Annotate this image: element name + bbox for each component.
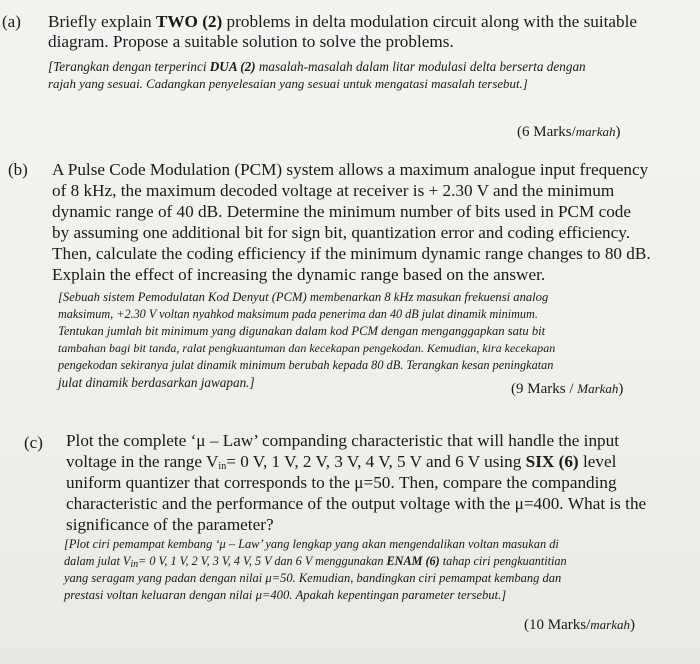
question-b-malay-line-2: maksimum, +2.30 V voltan nyahkod maksimum pada penerima dan 40 dB julat dinamik minimum. xyxy=(58,307,538,321)
question-b-label: (b) xyxy=(8,160,28,179)
question-c-malay-line-4: prestasi voltan keluaran dengan nilai μ=400. Apakah kepentingan parameter tersebut.] xyxy=(64,588,507,602)
question-c-english-line-3: uniform quantizer that corresponds to the μ=50. Then, compare the companding xyxy=(66,473,617,492)
question-b-marks: (9 Marks / Markah) xyxy=(511,381,624,397)
question-b-malay-line-5: pengekodan sekiranya julat dinamik minimum berubah kepada 80 dB. Terangkan kesan peningkatan xyxy=(58,358,554,372)
question-a-malay-line-2: rajah yang sesuai. Cadangkan penyelesaian yang sesuai untuk mengatasi masalah tersebut.] xyxy=(48,77,528,91)
question-c-malay-line-1: [Plot ciri pemampat kembang ‘μ – Law’ yang lengkap yang akan mengendalikan voltan masukan di xyxy=(64,537,559,551)
question-b-english-line-5: Then, calculate the coding efficiency if the minimum dynamic range changes to 80 dB. xyxy=(52,244,651,263)
question-b-malay-line-1: [Sebuah sistem Pemodulatan Kod Denyut (PCM) membenarkan 8 kHz masukan frekuensi analog xyxy=(58,290,549,304)
question-a-english-line-1: Briefly explain TWO (2) problems in delta modulation circuit along with the suitable xyxy=(48,12,638,31)
question-c-label: (c) xyxy=(24,433,43,452)
question-c-english-line-1: Plot the complete ‘μ – Law’ companding characteristic that will handle the input xyxy=(66,431,619,450)
question-a-malay-line-1: [Terangkan dengan terperinci DUA (2) masalah-masalah dalam litar modulasi delta berserta dengan xyxy=(48,59,586,74)
question-b-malay-line-6: julat dinamik berdasarkan jawapan.] xyxy=(58,375,255,390)
question-c-english-line-5: significance of the parameter? xyxy=(66,515,274,534)
question-c-malay-line-2: dalam julat $V_{in}= 0$ V, 1 V, 2 V, 3 V, 4 V, 5 V dan 6 V menggunakan ENAM (6) tahap ciri pengkuantitian xyxy=(64,554,567,570)
question-a-english-line-2: diagram. Propose a suitable solution to solve the problems. xyxy=(48,32,454,51)
question-b-english-line-2: of 8 kHz, the maximum decoded voltage at receiver is + 2.30 V and the minimum xyxy=(52,181,615,200)
question-b-english-line-1: A Pulse Code Modulation (PCM) system allows a maximum analogue input frequency xyxy=(52,160,649,179)
question-a-marks: (6 Marks/markah) xyxy=(517,124,621,140)
question-c-marks: (10 Marks/markah) xyxy=(524,617,635,633)
question-b-english-line-6: Explain the effect of increasing the dynamic range based on the answer. xyxy=(52,265,546,284)
question-b-malay-line-4: tambahan bagi bit tanda, ralat pengkuantuman dan kecekapan pengekodan. Kemudian, kira kecekapan xyxy=(58,341,556,355)
question-a-label: (a) xyxy=(2,12,21,31)
question-c-malay-line-3: yang seragam yang padan dengan nilai μ=50. Kemudian, bandingkan ciri pemampat kembang dan xyxy=(64,571,562,585)
question-c-english-line-2: voltage in the range $V_{in}= 0$ V, 1 V, 2 V, 3 V, 4 V, 5 V and 6 V using SIX (6) level xyxy=(66,452,617,472)
question-b-english-line-3: dynamic range of 40 dB. Determine the minimum number of bits used in PCM code xyxy=(52,202,632,221)
question-b-english-line-4: by assuming one additional bit for sign bit, quantization error and coding efficiency. xyxy=(52,223,631,242)
question-c-english-line-4: characteristic and the performance of the output voltage with the μ=400. What is the xyxy=(66,494,647,513)
question-b-malay-line-3: Tentukan jumlah bit minimum yang digunakan dalam kod PCM dengan menganggapkan satu bit xyxy=(58,324,546,338)
